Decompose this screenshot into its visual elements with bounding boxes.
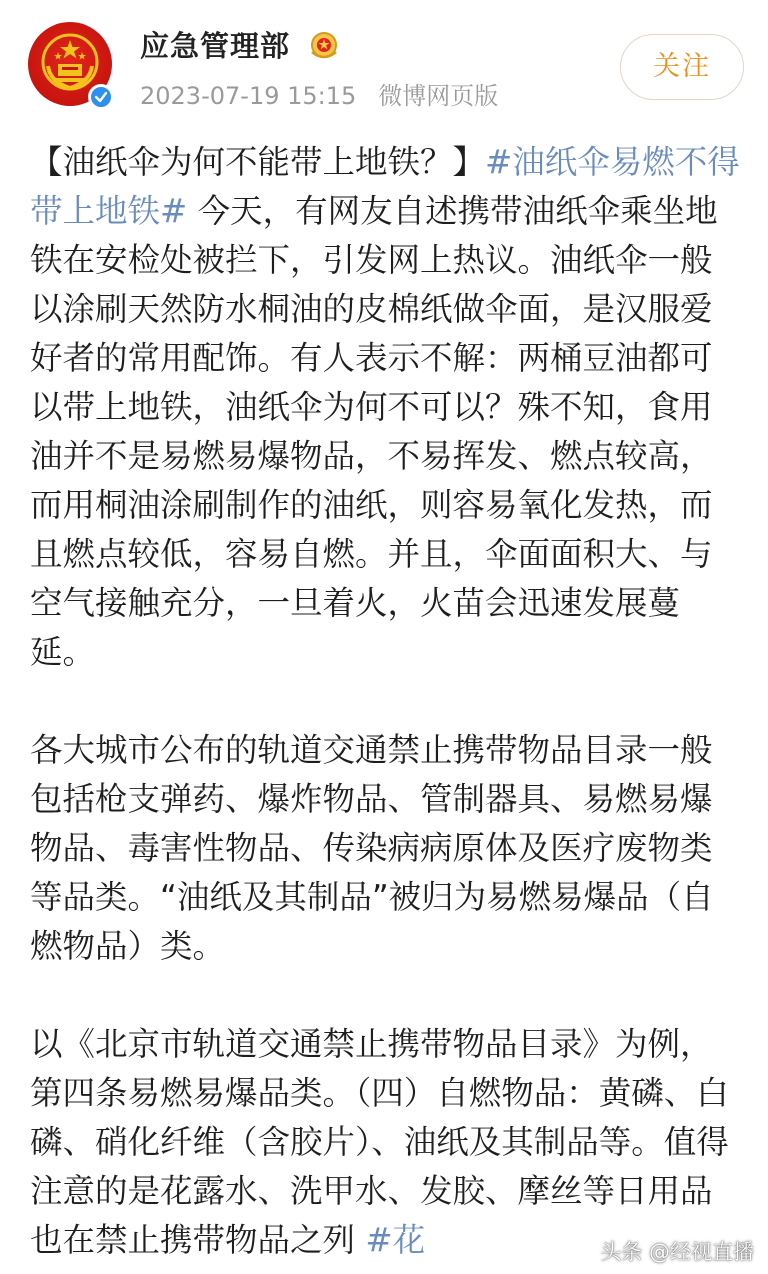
post-source: 微博网页版 xyxy=(378,82,499,110)
post-title: 【油纸伞为何不能带上地铁？】 xyxy=(30,143,486,181)
topic-link-tail[interactable]: #花 xyxy=(355,1221,426,1259)
post-timestamp: 2023-07-19 15:15 xyxy=(140,82,357,110)
paragraph-text: 今天，有网友自述携带油纸伞乘坐地铁在安检处被拦下，引发网上热议。油纸伞一般以涂刷天然防水桐油的皮棉纸做伞面，是汉服爱好者的常用配饰。有人表示不解：两桶豆油都可以带上地铁，油纸伞为何不可以？殊不知，食用油并不是易燃易爆物品，不易挥发、燃点较高，而用桐油涂刷制作的油纸，则容易氧化发热，而且燃点较低，容易自燃。并且，伞面面积大、与空气接触充分，一旦着火，火苗会迅速发展蔓延。 xyxy=(30,192,718,671)
verified-badge xyxy=(88,84,114,110)
paragraph-text: 以《北京市轨道交通禁止携带物品目录》为例，第四条易燃易爆品类。（四）自燃物品：黄磷、白磷、硝化纤维（含胶片）、油纸及其制品等。值得注意的是花露水、洗甲水、发胶、摩丝等日用品也在禁止携带物品之列 xyxy=(30,1025,729,1259)
post-meta xyxy=(140,78,498,114)
watermark: 头条 @经视直播 xyxy=(600,1240,754,1264)
emblem-badge-icon xyxy=(306,30,342,62)
follow-button[interactable]: 关注 xyxy=(620,34,744,100)
post-content xyxy=(30,138,742,1265)
topic-link[interactable]: #油纸伞易燃不得带上地铁# xyxy=(30,143,740,230)
post-paragraph-2: 各大城市公布的轨道交通禁止携带物品目录一般包括枪支弹药、爆炸物品、管制器具、易燃易爆物品、毒害性物品、传染病病原体及医疗废物类等品类。“油纸及其制品”被归为易燃易爆品（自燃物品）类。 xyxy=(30,731,714,965)
account-name[interactable]: 应急管理部 xyxy=(140,29,291,63)
post-paragraph-1 xyxy=(30,138,742,677)
post-paragraph-3 xyxy=(30,1020,742,1265)
verified-check-icon xyxy=(94,90,108,104)
post-header xyxy=(0,0,768,118)
